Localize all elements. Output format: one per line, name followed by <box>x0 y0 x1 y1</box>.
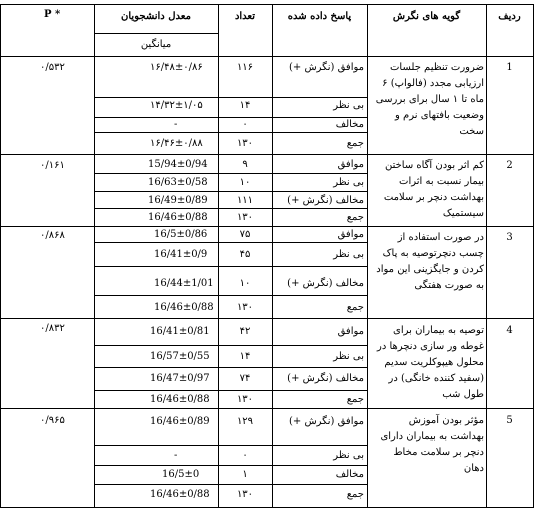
count-cell: ۱۰ <box>239 177 251 188</box>
count-cell: ۱۳۰ <box>236 394 254 405</box>
count-cell: ۱۰ <box>239 278 251 289</box>
col-border <box>486 4 487 508</box>
response-cell: بی نظر <box>333 450 364 461</box>
header-mean-group: معدل دانشجویان <box>121 11 191 22</box>
count-cell: ۱۴ <box>239 351 251 362</box>
count-cell: ۰ <box>242 450 248 461</box>
mean-cell: 16/46±0/88 <box>150 394 210 405</box>
header-mean: میانگین <box>140 39 172 50</box>
row-number: 3 <box>506 232 513 243</box>
row-number: 4 <box>506 325 513 336</box>
row-divider <box>0 408 534 409</box>
mean-cell: 15/94±0/94 <box>148 159 208 170</box>
row-number: 5 <box>506 415 513 426</box>
subrow-rule <box>94 367 367 368</box>
p-value: ۰/۸۶۸ <box>40 230 65 241</box>
col-border <box>94 4 95 508</box>
mean-cell: ۱۶/۴۶±۰/۸۸ <box>150 138 203 149</box>
header-statement: گویه های نگرش <box>392 11 461 22</box>
count-cell: ۴۵ <box>239 249 251 260</box>
attitude-statement: توصیه به بیماران برای غوطه ور سازی دنچرها در محلول هیپوکلریت سدیم (سفید کننده خانگی) در طول شب <box>377 325 484 400</box>
header-row-no: ردیف <box>498 11 521 22</box>
col-border <box>367 4 368 508</box>
p-value: ۰/۸۳۲ <box>40 323 65 334</box>
table-bottom-border <box>0 507 534 508</box>
subrow-rule <box>94 191 367 192</box>
subrow-rule <box>94 266 367 267</box>
header-bottom-border <box>0 56 534 57</box>
row-number: 1 <box>506 62 513 73</box>
mean-cell: 16/44±1/01 <box>154 278 214 289</box>
count-cell: ۱۱۶ <box>236 62 254 73</box>
subrow-rule <box>94 484 367 485</box>
mean-cell: 16/41±0/9 <box>154 249 208 260</box>
mean-cell: 16/49±0/89 <box>148 195 208 206</box>
mean-cell: 16/41±0/81 <box>150 326 210 337</box>
header-count: تعداد <box>234 11 256 22</box>
col-border <box>272 4 273 508</box>
mean-cell: 16/46±0/88 <box>148 212 208 223</box>
response-cell: موافق <box>337 159 364 170</box>
header-response: پاسخ داده شده <box>287 11 352 22</box>
mean-cell: ۱۶/۴۸±۰/۸۶ <box>150 62 203 73</box>
mean-cell: 16/5±0 <box>162 469 200 480</box>
response-cell: مخالف (نگرش +) <box>287 373 364 384</box>
mean-cell: 16/63±0/58 <box>148 177 208 188</box>
response-cell: موافق <box>337 326 364 337</box>
count-cell: ۱۳۰ <box>236 212 254 223</box>
mean-cell: 16/46±0/88 <box>150 489 210 500</box>
attitude-statement: کم اثر بودن آگاه ساختن بیمار نسبت به اثرات بهداشت دنچر بر سلامت سیستمیک <box>383 160 484 219</box>
p-value: ۰/۵۳۲ <box>40 62 65 73</box>
mean-cell: - <box>174 450 178 461</box>
row-number: 2 <box>506 160 513 171</box>
response-cell: موافق (نگرش +) <box>289 416 364 427</box>
attitude-statement: ضرورت تنظیم جلسات ارزیابی مجدد (فالواپ) ۶ ماه تا ۱ سال برای بررسی وضعیت بافتهای نرم و سخت <box>375 62 484 137</box>
attitude-statement: مؤثر بودن آموزش بهداشت به بیماران دارای دنچر بر سلامت مخاط دهان <box>380 415 484 474</box>
response-cell: موافق <box>337 229 364 240</box>
header-sub-rule <box>94 33 218 34</box>
subrow-rule <box>94 295 367 296</box>
response-cell: موافق (نگرش +) <box>289 62 364 73</box>
subrow-rule <box>94 208 367 209</box>
subrow-rule <box>94 390 367 391</box>
col-border <box>0 4 1 508</box>
mean-cell: 16/46±0/88 <box>154 302 214 313</box>
header-p: P * <box>44 9 61 20</box>
response-cell: بی نظر <box>333 177 364 188</box>
mean-cell: ۱۴/۳۲±۱/۰۵ <box>150 100 203 111</box>
row-divider <box>0 226 534 227</box>
response-cell: بی نظر <box>333 351 364 362</box>
response-cell: مخالف (نگرش +) <box>287 195 364 206</box>
mean-cell: 16/46±0/89 <box>150 416 210 427</box>
mean-cell: 16/5±0/86 <box>154 229 208 240</box>
response-cell: جمع <box>346 212 364 223</box>
subrow-rule <box>94 97 367 98</box>
response-cell: جمع <box>346 489 364 500</box>
count-cell: ۹ <box>242 159 248 170</box>
count-cell: ۱۲۹ <box>236 416 254 427</box>
subrow-rule <box>94 242 367 243</box>
response-cell: جمع <box>346 138 364 149</box>
count-cell: ۱۳۰ <box>236 302 254 313</box>
count-cell: ۱۳۰ <box>236 138 254 149</box>
subrow-rule <box>94 445 367 446</box>
count-cell: ۷۵ <box>239 229 251 240</box>
subrow-rule <box>94 345 367 346</box>
count-cell: ۱۳۰ <box>236 489 254 500</box>
count-cell: ۱ <box>242 469 248 480</box>
response-cell: جمع <box>346 302 364 313</box>
response-cell: مخالف <box>335 469 364 480</box>
table-top-border <box>0 4 534 5</box>
mean-cell: 16/57±0/55 <box>150 351 210 362</box>
count-cell: ۱۱۱ <box>236 195 254 206</box>
p-value: ۰/۱۶۱ <box>40 160 65 171</box>
count-cell: ۷۴ <box>239 373 251 384</box>
mean-cell: - <box>174 119 178 130</box>
subrow-rule <box>94 173 367 174</box>
subrow-rule <box>94 465 367 466</box>
p-value: ۰/۹۶۵ <box>40 415 65 426</box>
count-cell: ۴۲ <box>239 326 251 337</box>
response-cell: مخالف (نگرش +) <box>287 278 364 289</box>
count-cell: ۱۴ <box>239 100 251 111</box>
subrow-rule <box>94 117 367 118</box>
row-divider <box>0 154 534 155</box>
attitude-statement: در صورت استفاده از چسب دنچرتوصیه به پاک کردن و جایگزینی این مواد به صورت هفتگی <box>376 232 484 291</box>
response-cell: جمع <box>346 394 364 405</box>
response-cell: بی نظر <box>333 249 364 260</box>
mean-cell: 16/47±0/97 <box>150 373 210 384</box>
response-cell: بی نظر <box>333 100 364 111</box>
row-divider <box>0 318 534 319</box>
subrow-rule <box>94 132 367 133</box>
response-cell: مخالف <box>335 119 364 130</box>
count-cell: ۰ <box>242 119 248 130</box>
